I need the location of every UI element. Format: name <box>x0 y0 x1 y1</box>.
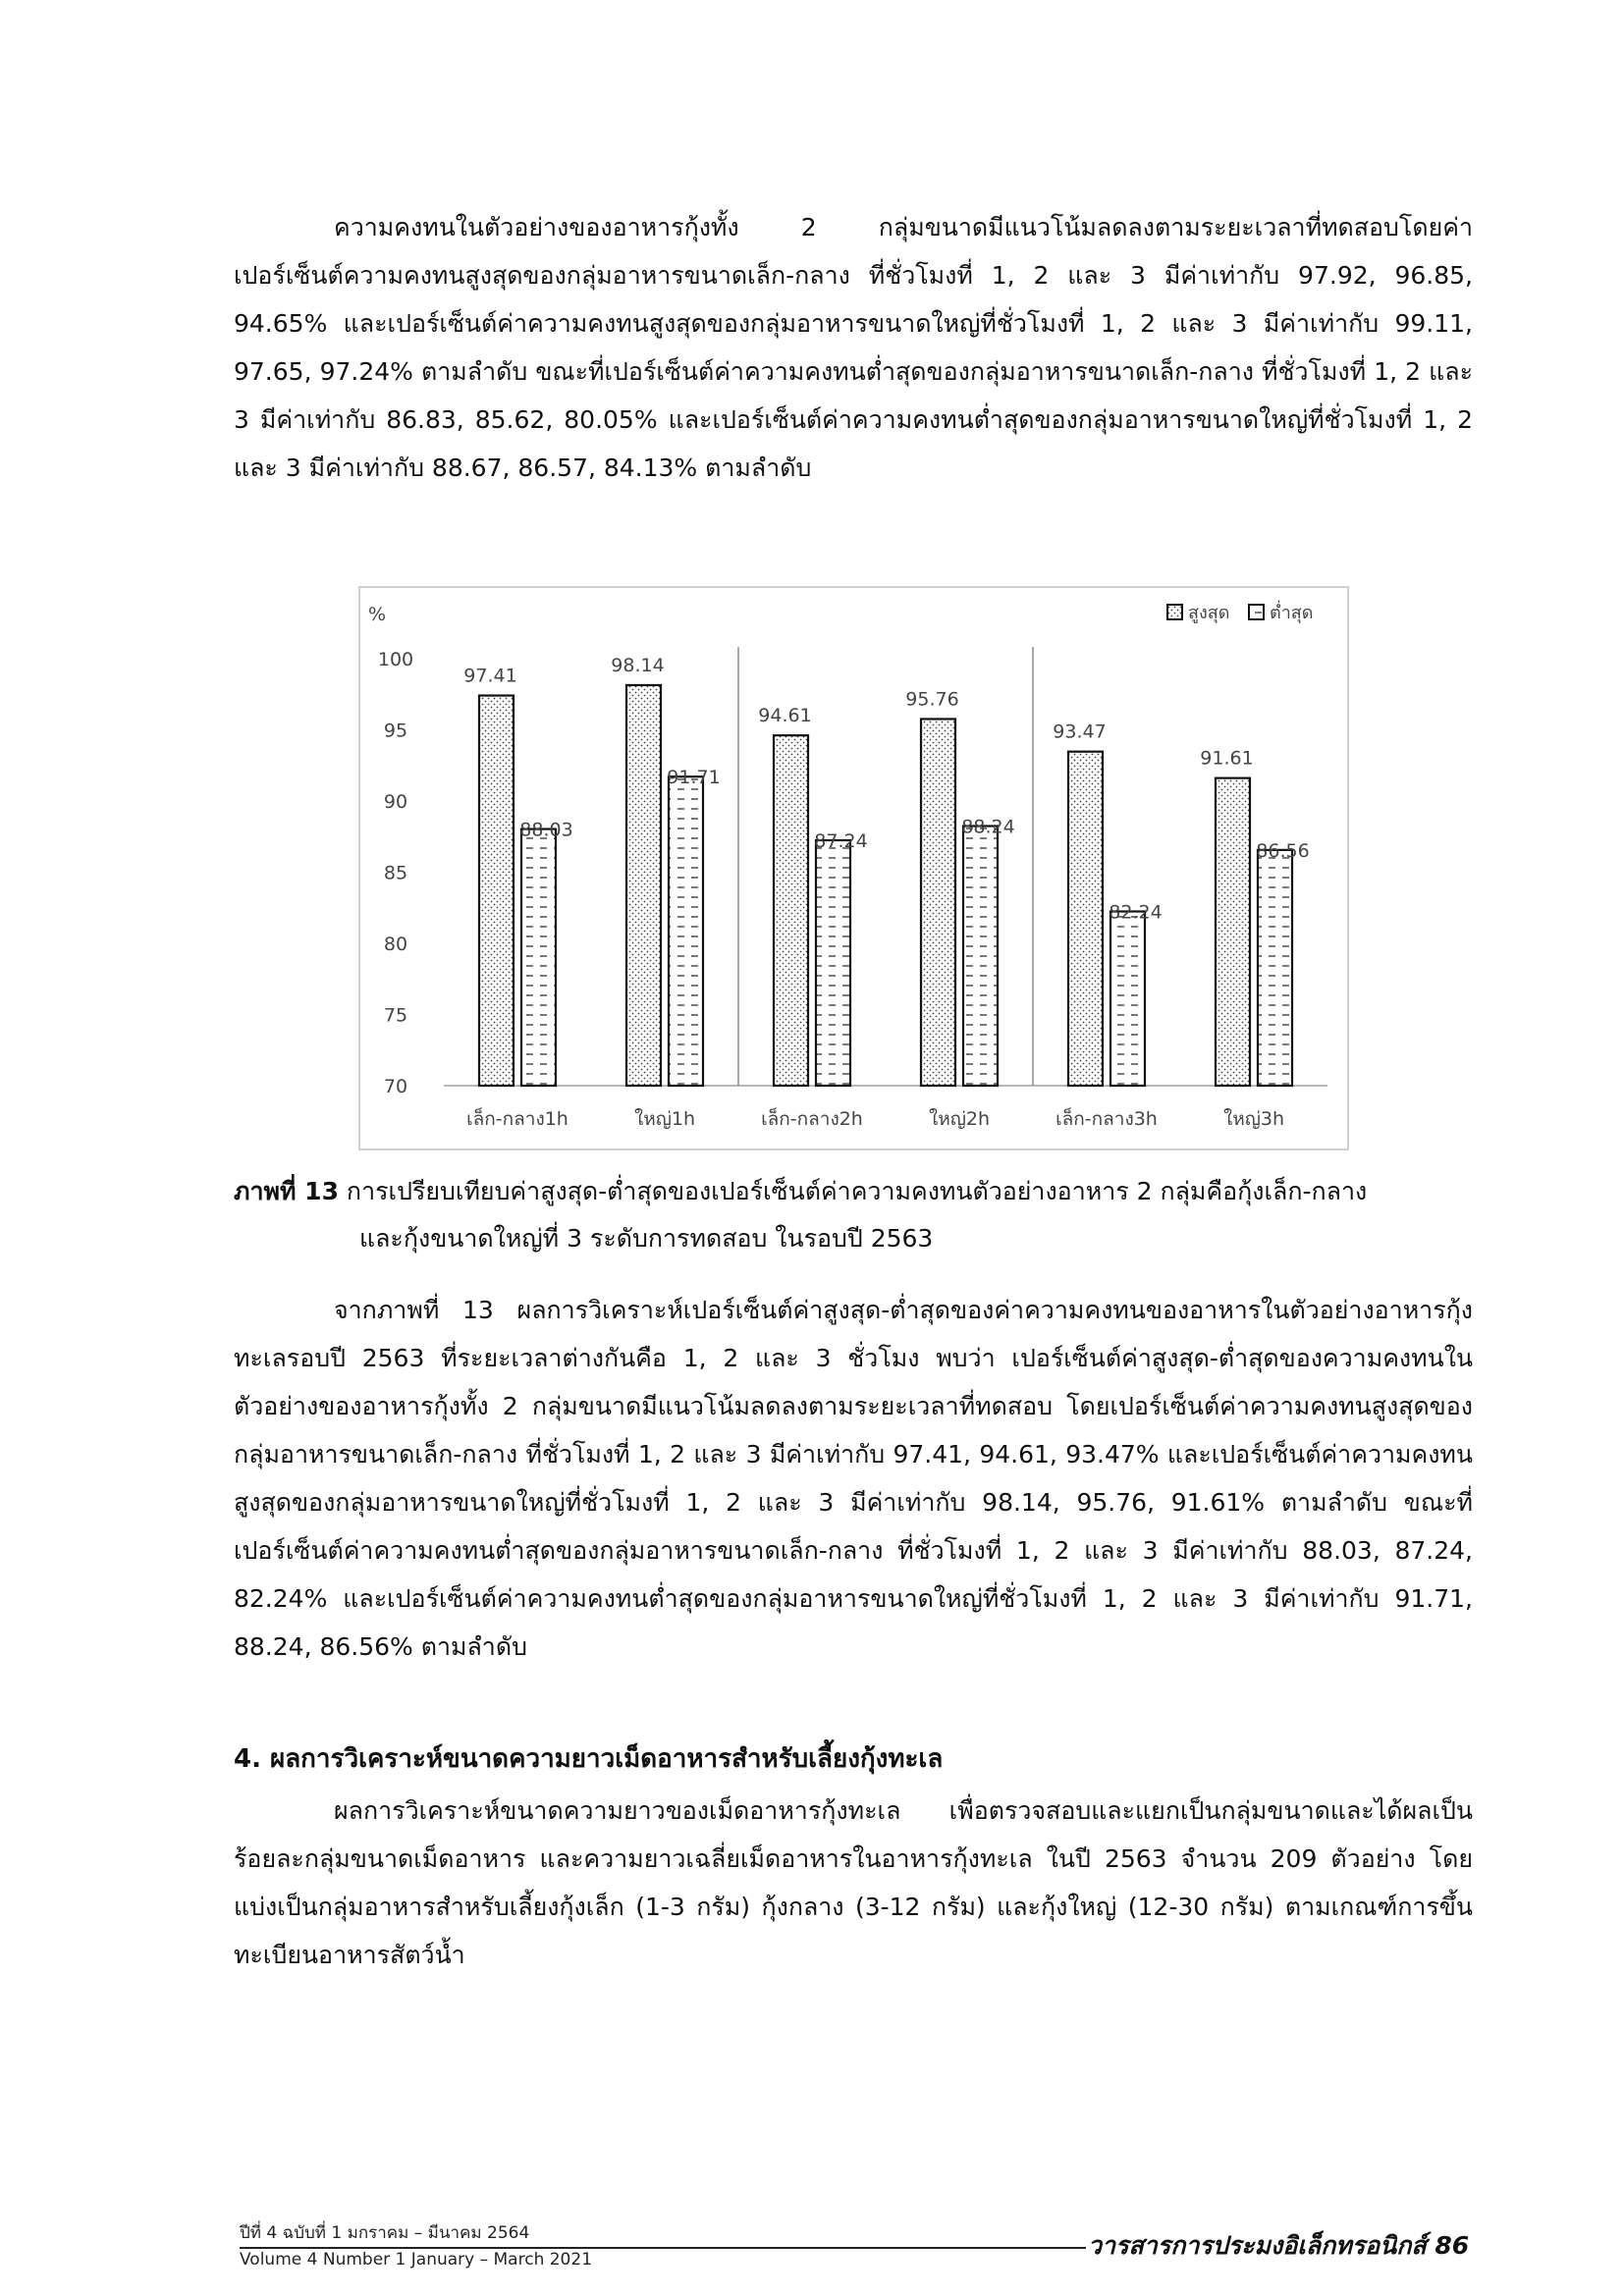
caption-text-2: และกุ้งขนาดใหญ่ที่ 3 ระดับการทดสอบ ในรอบปี 2563 <box>359 1224 934 1253</box>
bar-min <box>1258 850 1292 1086</box>
y-tick-label: 95 <box>383 720 408 742</box>
x-category-label: ใหญ่1h <box>633 1108 696 1130</box>
x-category-label: ใหญ่2h <box>928 1108 991 1130</box>
paragraph-pellet-size: ผลการวิเคราะห์ขนาดความยาวของเม็ดอาหารกุ้งทะเล เพื่อตรวจสอบและแยกเป็นกลุ่มขนาดและได้ผลเป็นร้อยละกลุ่มขนาดเม็ดอาหาร และความยาวเฉลี่ยเม็ดอาหารในอาหารกุ้งทะเล ในปี 2563 จำนวน 209 ตัวอย่าง โดยแบ่งเป็นกลุ่มอาหารสำหรับเลี้ยงกุ้งเล็ก (1-3 กรัม) กุ้งกลาง (3-12 กรัม) และกุ้งใหญ่ (12-30 กรัม) ตามเกณฑ์การขึ้นทะเบียนอาหารสัตว์น้ำ <box>234 1796 1473 1969</box>
paragraph-intro: ความคงทนในตัวอย่างของอาหารกุ้งทั้ง 2 กลุ่มขนาดมีแนวโน้มลดลงตามระยะเวลาที่ทดสอบโดยค่าเปอร์เซ็นต์ความคงทนสูงสุดของกลุ่มอาหารขนาดเล็ก-กลาง ที่ชั่วโมงที่ 1, 2 และ 3 มีค่าเท่ากับ 97.92, 96.85, 94.65% และเปอร์เซ็นต์ค่าความคงทนสูงสุดของกลุ่มอาหารขนาดใหญ่ที่ชั่วโมงที่ 1, 2 และ 3 มีค่าเท่ากับ 99.11, 97.65, 97.24% ตามลำดับ ขณะที่เปอร์เซ็นต์ค่าความคงทนต่ำสุดของกลุ่มอาหารขนาดเล็ก-กลาง ที่ชั่วโมงที่ 1, 2 และ 3 มีค่าเท่ากับ 86.83, 85.62, 80.05% และเปอร์เซ็นต์ค่าความคงทนต่ำสุดของกลุ่มอาหารขนาดใหญ่ที่ชั่วโมงที่ 1, 2 และ 3 มีค่าเท่ากับ 88.67, 86.57, 84.13% ตามลำดับ <box>234 213 1473 482</box>
footer-issue-thai: ปีที่ 4 ฉบับที่ 1 มกราคม – มีนาคม 2564 <box>240 2223 530 2243</box>
page-number: 86 <box>1435 2231 1470 2260</box>
y-tick-label: 100 <box>377 649 414 670</box>
bar-min <box>963 827 998 1086</box>
data-label: 98.14 <box>611 654 665 676</box>
y-tick-label: 85 <box>383 862 408 884</box>
legend-swatch-min <box>1249 605 1264 619</box>
bar-max <box>1068 752 1103 1086</box>
chart-legend <box>1167 600 1313 623</box>
bar-max <box>1216 778 1250 1086</box>
legend-label: ต่ำสุด <box>1270 603 1314 623</box>
footer-issue-english: Volume 4 Number 1 January – March 2021 <box>240 2250 593 2269</box>
footer-rule <box>240 2247 1086 2249</box>
bar-max <box>774 735 808 1086</box>
caption-text-1: การเปรียบเทียบค่าสูงสุด-ต่ำสุดของเปอร์เซ็นต์ค่าความคงทนตัวอย่างอาหาร 2 กลุ่มคือกุ้งเล็ก-กลาง <box>338 1177 1368 1205</box>
x-category-label: เล็ก-กลาง2h <box>761 1108 863 1130</box>
caption-label: ภาพที่ 13 <box>234 1177 339 1205</box>
data-label: 97.41 <box>463 665 517 687</box>
y-tick-label: 90 <box>383 791 408 813</box>
x-category-label: เล็ก-กลาง3h <box>1056 1108 1158 1130</box>
bar-min <box>669 776 703 1086</box>
bar-min <box>1110 912 1145 1086</box>
footer-journal <box>1088 2226 1469 2266</box>
section-heading: 4. ผลการวิเคราะห์ขนาดความยาวเม็ดอาหารสำหรับเลี้ยงกุ้งทะเล <box>234 1744 944 1774</box>
data-label: 91.71 <box>667 767 721 789</box>
data-label: 93.47 <box>1053 721 1107 743</box>
data-label: 95.76 <box>905 688 959 711</box>
y-tick-label: 80 <box>383 934 408 955</box>
bar-max <box>479 696 514 1086</box>
figure-caption <box>234 1168 1473 1262</box>
caption-line-1 <box>234 1168 1473 1215</box>
data-label: 88.24 <box>961 816 1015 838</box>
bar-min <box>521 829 556 1086</box>
x-category-label: เล็ก-กลาง1h <box>466 1108 568 1130</box>
data-label: 88.03 <box>519 819 573 841</box>
bar-chart <box>360 588 1347 1148</box>
data-label: 86.56 <box>1256 839 1310 862</box>
bar-max <box>921 719 955 1086</box>
y-tick-label: 75 <box>383 1004 408 1027</box>
legend-label: สูงสุด <box>1188 603 1230 623</box>
bar-min <box>816 840 850 1086</box>
x-category-label: ใหญ่3h <box>1222 1108 1285 1130</box>
data-label: 87.24 <box>814 830 868 853</box>
data-label: 94.61 <box>758 705 812 727</box>
data-label: 82.24 <box>1109 901 1163 924</box>
chart-frame <box>358 586 1349 1150</box>
y-axis-unit-label: % <box>368 604 387 625</box>
bar-max <box>626 685 661 1086</box>
paragraph-analysis: จากภาพที่ 13 ผลการวิเคราะห์เปอร์เซ็นต์ค่าสูงสุด-ต่ำสุดของค่าความคงทนของอาหารในตัวอย่างอาหารกุ้งทะเลรอบปี 2563 ที่ระยะเวลาต่างกันคือ 1, 2 และ 3 ชั่วโมง พบว่า เปอร์เซ็นต์ค่าสูงสุด-ต่ำสุดของความคงทนในตัวอย่างของอาหารกุ้งทั้ง 2 กลุ่มขนาดมีแนวโน้มลดลงตามระยะเวลาที่ทดสอบ โดยเปอร์เซ็นต์ค่าความคงทนสูงสุดของกลุ่มอาหารขนาดเล็ก-กลาง ที่ชั่วโมงที่ 1, 2 และ 3 มีค่าเท่ากับ 97.41, 94.61, 93.47% และเปอร์เซ็นต์ค่าความคงทนสูงสุดของกลุ่มอาหารขนาดใหญ่ที่ชั่วโมงที่ 1, 2 และ 3 มีค่าเท่ากับ 98.14, 95.76, 91.61% ตามลำดับ ขณะที่เปอร์เซ็นต์ค่าความคงทนต่ำสุดของกลุ่มอาหารขนาดเล็ก-กลาง ที่ชั่วโมงที่ 1, 2 และ 3 มีค่าเท่ากับ 88.03, 87.24, 82.24% และเปอร์เซ็นต์ค่าความคงทนต่ำสุดของกลุ่มอาหารขนาดใหญ่ที่ชั่วโมงที่ 1, 2 และ 3 มีค่าเท่ากับ 91.71, 88.24, 86.56% ตามลำดับ <box>234 1296 1473 1661</box>
data-label: 91.61 <box>1200 747 1254 770</box>
legend-swatch-max <box>1167 605 1182 619</box>
y-tick-label: 70 <box>383 1076 408 1097</box>
journal-name: วารสารการประมงอิเล็กทรอนิกส์ <box>1088 2231 1427 2260</box>
